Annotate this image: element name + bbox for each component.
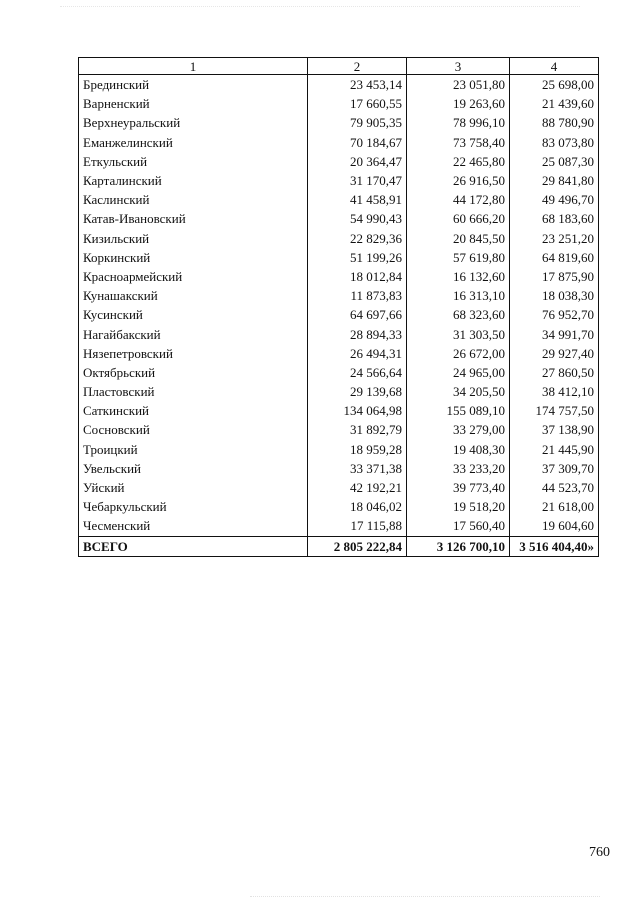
district-name: Саткинский [79, 401, 308, 420]
value-col4: 19 604,60 [510, 516, 599, 536]
district-name: Сосновский [79, 420, 308, 439]
value-col4: 44 523,70 [510, 478, 599, 497]
table-row [79, 113, 599, 132]
value-col4: 68 183,60 [510, 209, 599, 228]
column-header: 2 [308, 58, 407, 75]
table-row [79, 133, 599, 152]
table-row [79, 94, 599, 113]
table-row [79, 286, 599, 305]
district-name: Чесменский [79, 516, 308, 536]
district-name: Троицкий [79, 440, 308, 459]
value-col4: 174 757,50 [510, 401, 599, 420]
table-row [79, 209, 599, 228]
table-row [79, 459, 599, 478]
value-col3: 57 619,80 [407, 248, 510, 267]
district-name: Коркинский [79, 248, 308, 267]
value-col4: 83 073,80 [510, 133, 599, 152]
table-row [79, 478, 599, 497]
value-col2: 79 905,35 [308, 113, 407, 132]
scan-artifact-bottom [250, 896, 600, 901]
value-col2: 22 829,36 [308, 229, 407, 248]
scan-artifact-top [60, 6, 580, 13]
district-name: Нагайбакский [79, 324, 308, 343]
table-row [79, 305, 599, 324]
table-row [79, 75, 599, 95]
page-number: 760 [589, 845, 610, 860]
value-col3: 16 132,60 [407, 267, 510, 286]
value-col4: 38 412,10 [510, 382, 599, 401]
district-name: Нязепетровский [79, 344, 308, 363]
value-col2: 42 192,21 [308, 478, 407, 497]
value-col4: 17 875,90 [510, 267, 599, 286]
value-col3: 26 916,50 [407, 171, 510, 190]
value-col2: 33 371,38 [308, 459, 407, 478]
table-row [79, 344, 599, 363]
budget-table [78, 57, 599, 557]
value-col3: 16 313,10 [407, 286, 510, 305]
table-row [79, 497, 599, 516]
total-label: ВСЕГО [79, 536, 308, 556]
value-col3: 19 408,30 [407, 440, 510, 459]
district-name: Еткульский [79, 152, 308, 171]
table-row [79, 267, 599, 286]
value-col2: 18 012,84 [308, 267, 407, 286]
district-name: Варненский [79, 94, 308, 113]
value-col2: 24 566,64 [308, 363, 407, 382]
district-name: Увельский [79, 459, 308, 478]
value-col2: 18 959,28 [308, 440, 407, 459]
value-col4: 25 698,00 [510, 75, 599, 95]
value-col3: 22 465,80 [407, 152, 510, 171]
value-col4: 49 496,70 [510, 190, 599, 209]
district-name: Верхнеуральский [79, 113, 308, 132]
value-col2: 11 873,83 [308, 286, 407, 305]
district-name: Каслинский [79, 190, 308, 209]
value-col3: 33 279,00 [407, 420, 510, 439]
value-col2: 18 046,02 [308, 497, 407, 516]
district-name: Уйский [79, 478, 308, 497]
value-col4: 18 038,30 [510, 286, 599, 305]
column-header: 3 [407, 58, 510, 75]
district-name: Кусинский [79, 305, 308, 324]
column-header: 1 [79, 58, 308, 75]
value-col2: 23 453,14 [308, 75, 407, 95]
value-col3: 68 323,60 [407, 305, 510, 324]
value-col2: 70 184,67 [308, 133, 407, 152]
value-col4: 64 819,60 [510, 248, 599, 267]
table-row [79, 171, 599, 190]
district-name: Чебаркульский [79, 497, 308, 516]
value-col4: 27 860,50 [510, 363, 599, 382]
table-row [79, 229, 599, 248]
value-col3: 73 758,40 [407, 133, 510, 152]
value-col2: 31 170,47 [308, 171, 407, 190]
value-col4: 37 138,90 [510, 420, 599, 439]
value-col3: 24 965,00 [407, 363, 510, 382]
value-col4: 88 780,90 [510, 113, 599, 132]
value-col2: 64 697,66 [308, 305, 407, 324]
district-name: Пластовский [79, 382, 308, 401]
value-col2: 31 892,79 [308, 420, 407, 439]
value-col3: 19 263,60 [407, 94, 510, 113]
column-header: 4 [510, 58, 599, 75]
value-col4: 34 991,70 [510, 324, 599, 343]
total-value-col3: 3 126 700,10 [407, 536, 510, 556]
value-col4: 29 841,80 [510, 171, 599, 190]
district-name: Брединский [79, 75, 308, 95]
value-col3: 78 996,10 [407, 113, 510, 132]
district-name: Кизильский [79, 229, 308, 248]
value-col2: 17 660,55 [308, 94, 407, 113]
value-col3: 23 051,80 [407, 75, 510, 95]
value-col2: 20 364,47 [308, 152, 407, 171]
value-col3: 33 233,20 [407, 459, 510, 478]
value-col2: 28 894,33 [308, 324, 407, 343]
value-col3: 17 560,40 [407, 516, 510, 536]
value-col4: 21 439,60 [510, 94, 599, 113]
table-header-row [79, 58, 599, 75]
table-row [79, 516, 599, 536]
value-col2: 17 115,88 [308, 516, 407, 536]
table-row [79, 190, 599, 209]
table-row [79, 440, 599, 459]
value-col4: 76 952,70 [510, 305, 599, 324]
value-col3: 26 672,00 [407, 344, 510, 363]
value-col4: 29 927,40 [510, 344, 599, 363]
district-name: Октябрьский [79, 363, 308, 382]
value-col3: 60 666,20 [407, 209, 510, 228]
district-name: Карталинский [79, 171, 308, 190]
value-col2: 41 458,91 [308, 190, 407, 209]
value-col3: 19 518,20 [407, 497, 510, 516]
value-col2: 51 199,26 [308, 248, 407, 267]
total-value-col2: 2 805 222,84 [308, 536, 407, 556]
district-name: Еманжелинский [79, 133, 308, 152]
table-row [79, 382, 599, 401]
value-col3: 31 303,50 [407, 324, 510, 343]
value-col4: 23 251,20 [510, 229, 599, 248]
value-col4: 25 087,30 [510, 152, 599, 171]
value-col2: 134 064,98 [308, 401, 407, 420]
total-row [79, 536, 599, 556]
value-col3: 39 773,40 [407, 478, 510, 497]
value-col2: 54 990,43 [308, 209, 407, 228]
value-col3: 44 172,80 [407, 190, 510, 209]
district-name: Кунашакский [79, 286, 308, 305]
table-row [79, 420, 599, 439]
district-name: Красноармейский [79, 267, 308, 286]
total-value-col4: 3 516 404,40» [510, 536, 599, 556]
district-name: Катав-Ивановский [79, 209, 308, 228]
table-row [79, 401, 599, 420]
value-col3: 20 845,50 [407, 229, 510, 248]
table-row [79, 324, 599, 343]
table-row [79, 248, 599, 267]
table-body [79, 75, 599, 537]
table-row [79, 363, 599, 382]
value-col2: 29 139,68 [308, 382, 407, 401]
value-col4: 37 309,70 [510, 459, 599, 478]
value-col3: 34 205,50 [407, 382, 510, 401]
value-col3: 155 089,10 [407, 401, 510, 420]
table-row [79, 152, 599, 171]
value-col2: 26 494,31 [308, 344, 407, 363]
value-col4: 21 618,00 [510, 497, 599, 516]
value-col4: 21 445,90 [510, 440, 599, 459]
